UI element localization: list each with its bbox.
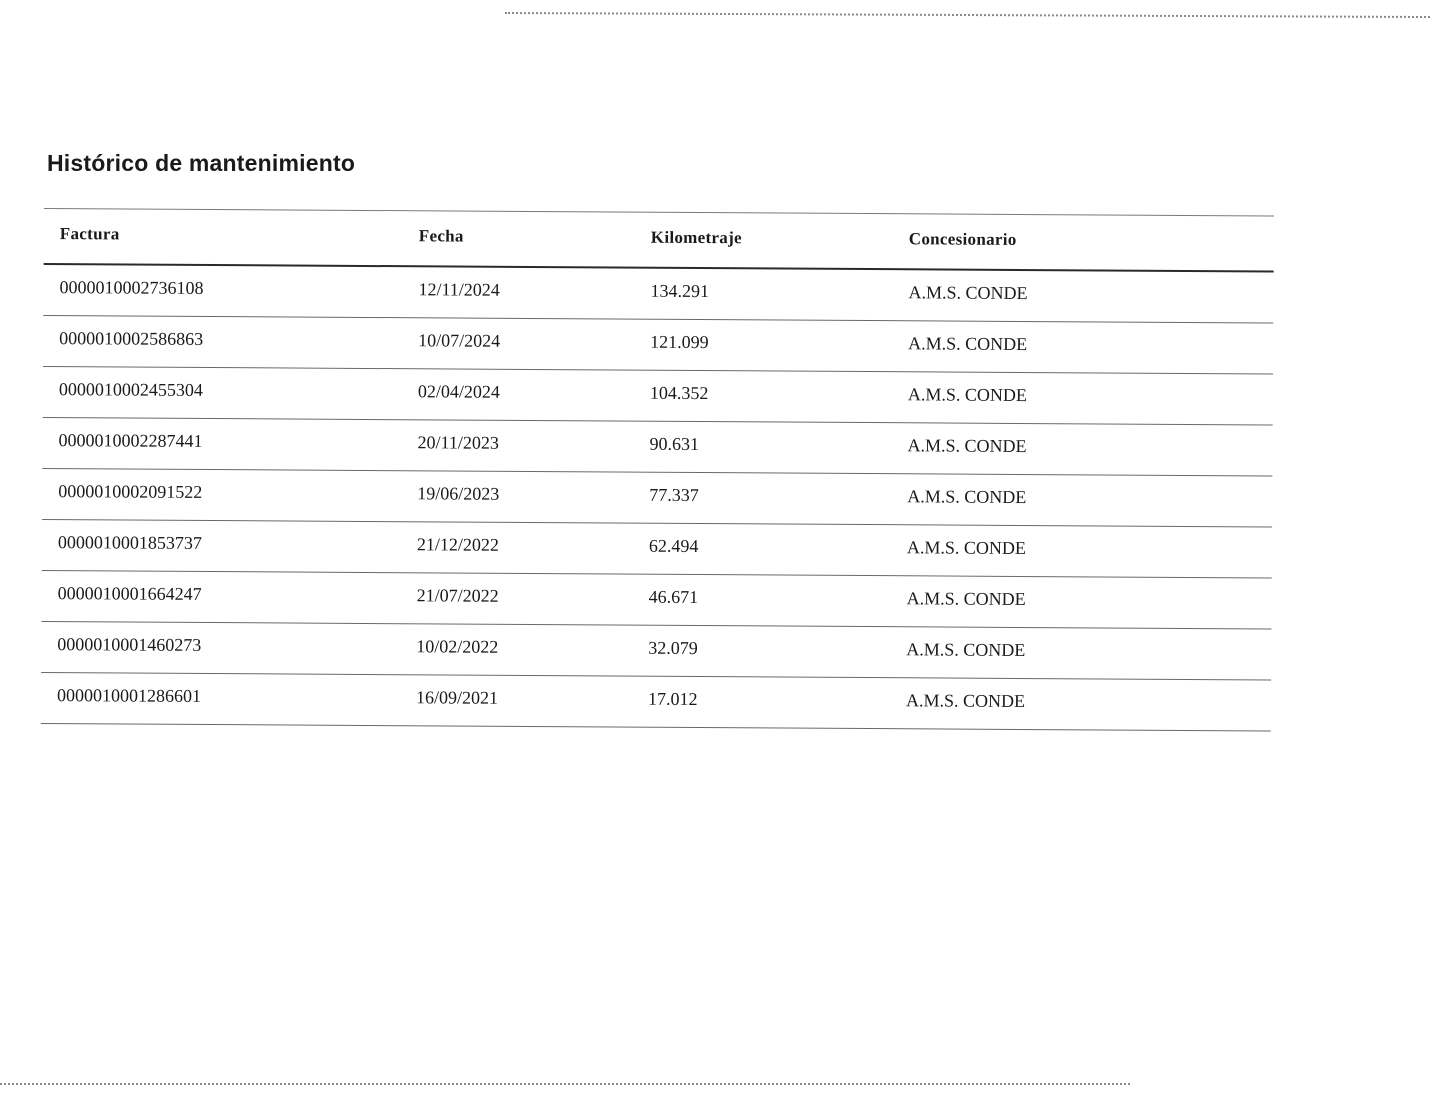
cell-fecha: 19/06/2023 xyxy=(417,483,500,504)
cell-kilometraje: 134.291 xyxy=(650,280,710,302)
cell-factura: 0000010001286601 xyxy=(56,685,202,706)
column-header-kilometraje: Kilometraje xyxy=(650,227,742,248)
cell-fecha: 16/09/2021 xyxy=(415,687,499,708)
cell-kilometraje: 46.671 xyxy=(648,586,699,608)
table-row xyxy=(41,571,1271,630)
cell-kilometraje: 104.352 xyxy=(649,382,709,404)
cell-factura: 0000010002736108 xyxy=(59,277,204,298)
cell-fecha: 21/07/2022 xyxy=(416,585,499,606)
column-header-fecha: Fecha xyxy=(418,226,464,246)
cell-kilometraje: 17.012 xyxy=(647,688,698,710)
cell-concesionario: A.M.S. CONDE xyxy=(905,690,1026,712)
cell-factura: 0000010002287441 xyxy=(58,430,203,451)
cell-concesionario: A.M.S. CONDE xyxy=(906,639,1026,661)
cell-factura: 0000010001853737 xyxy=(57,532,203,553)
table-row xyxy=(42,469,1272,528)
cell-kilometraje: 77.337 xyxy=(649,484,699,506)
column-header-factura: Factura xyxy=(59,224,120,244)
maintenance-history-table xyxy=(41,208,1274,732)
cell-concesionario: A.M.S. CONDE xyxy=(907,435,1027,457)
cell-factura: 0000010002586863 xyxy=(59,328,204,349)
cell-fecha: 12/11/2024 xyxy=(418,279,500,300)
cell-factura: 0000010001664247 xyxy=(57,583,202,604)
page-title: Histórico de mantenimiento xyxy=(47,150,356,176)
cell-concesionario: A.M.S. CONDE xyxy=(908,282,1028,304)
cell-fecha: 10/02/2022 xyxy=(416,636,499,657)
cell-concesionario: A.M.S. CONDE xyxy=(906,537,1027,559)
table-header-row xyxy=(44,208,1274,273)
table-row xyxy=(42,520,1272,579)
cell-factura: 0000010002091522 xyxy=(58,481,203,502)
table-row xyxy=(41,673,1271,732)
cell-kilometraje: 90.631 xyxy=(649,433,700,455)
cell-concesionario: A.M.S. CONDE xyxy=(907,384,1027,406)
table-row xyxy=(43,316,1273,375)
cell-fecha: 10/07/2024 xyxy=(418,330,501,351)
cell-concesionario: A.M.S. CONDE xyxy=(908,333,1028,355)
cell-kilometraje: 62.494 xyxy=(648,535,699,557)
scan-edge-line-top xyxy=(505,12,1430,18)
cell-factura: 0000010002455304 xyxy=(58,379,203,400)
cell-kilometraje: 32.079 xyxy=(648,637,698,659)
cell-fecha: 21/12/2022 xyxy=(416,534,500,555)
cell-fecha: 02/04/2024 xyxy=(417,381,500,402)
cell-concesionario: A.M.S. CONDE xyxy=(906,588,1026,610)
table-row xyxy=(43,265,1273,324)
column-header-concesionario: Concesionario xyxy=(908,229,1017,249)
scan-edge-line-bottom xyxy=(0,1083,1130,1085)
table-row xyxy=(43,367,1273,426)
cell-fecha: 20/11/2023 xyxy=(417,432,499,453)
table-row xyxy=(42,418,1272,477)
table-row xyxy=(41,622,1271,681)
cell-kilometraje: 121.099 xyxy=(650,331,709,353)
cell-factura: 0000010001460273 xyxy=(57,634,202,655)
cell-concesionario: A.M.S. CONDE xyxy=(907,486,1027,508)
